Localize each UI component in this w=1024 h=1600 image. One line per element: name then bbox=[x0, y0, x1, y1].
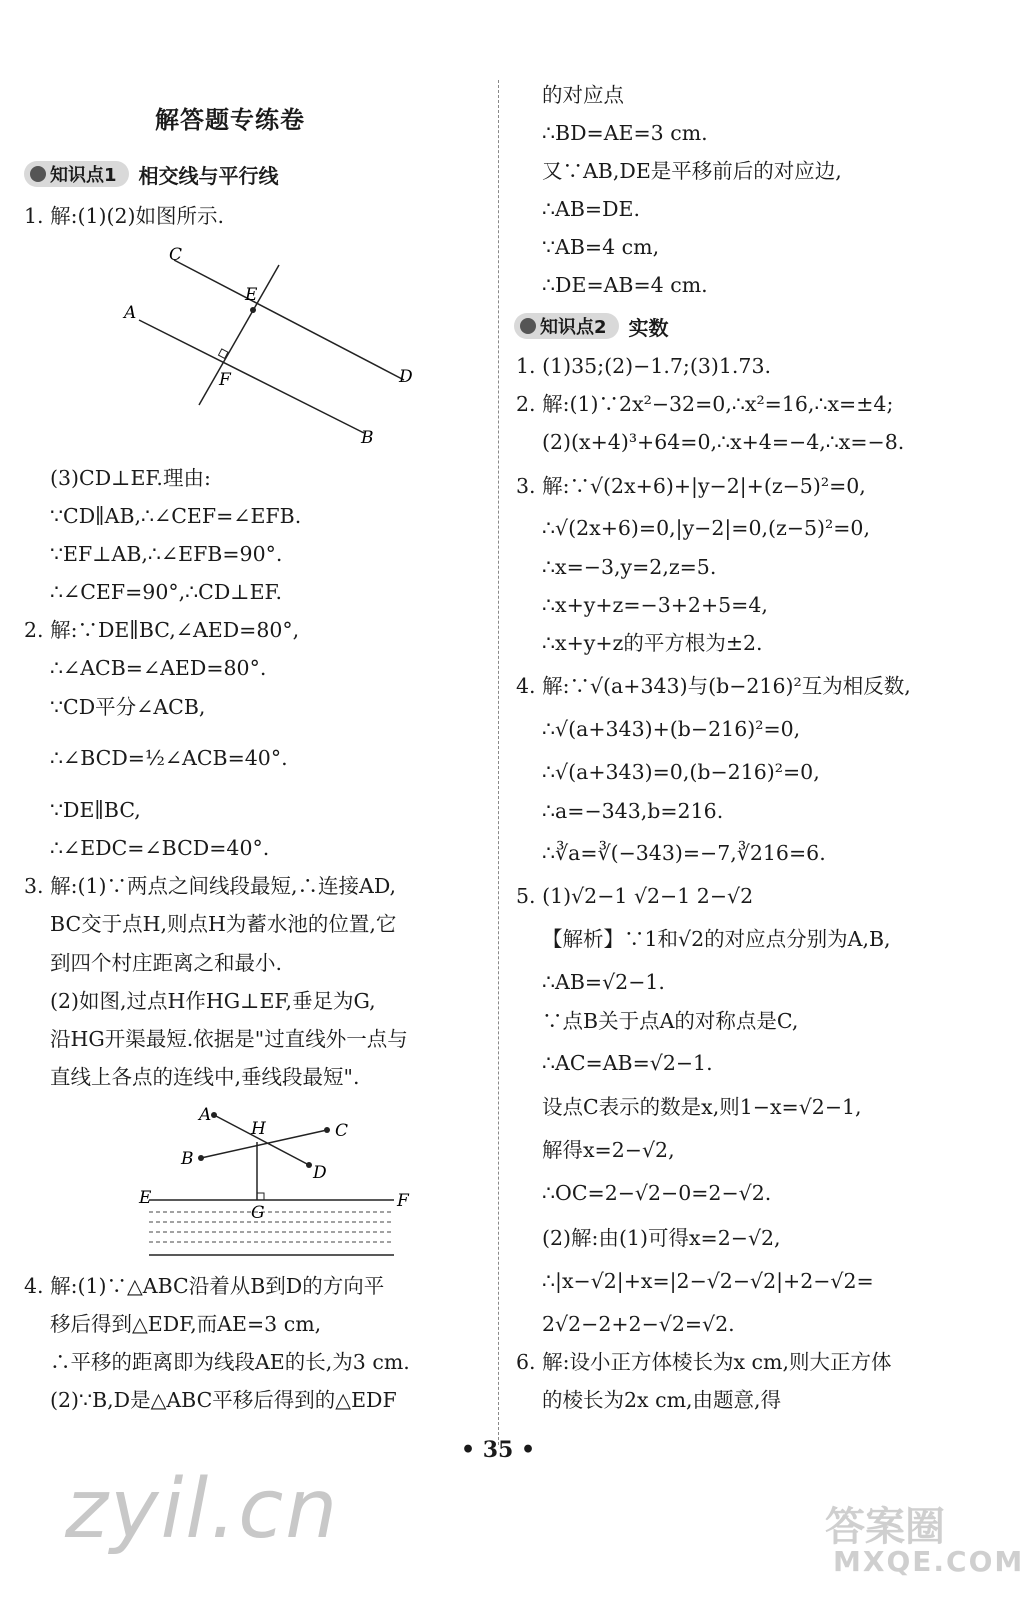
label-a: A bbox=[124, 303, 137, 323]
text-line: ∴OC=2−√2−0=2−√2. bbox=[542, 1181, 772, 1205]
text-line: 设点C表示的数是x,则1−x=√2−1, bbox=[542, 1095, 862, 1119]
point-d bbox=[306, 1162, 312, 1168]
text-line: 6. 解:设小正方体棱长为x cm,则大正方体 bbox=[516, 1350, 892, 1374]
label-h: H bbox=[251, 1119, 266, 1139]
text-line: ∵EF⊥AB,∴∠EFB=90°. bbox=[50, 542, 283, 566]
figure-parallel-lines bbox=[119, 240, 419, 450]
text-line: 1. (1)35;(2)−1.7;(3)1.73. bbox=[516, 354, 772, 378]
text-line: ∴AB=DE. bbox=[542, 197, 641, 221]
text-line: ∴∠BCD=½∠ACB=40°. bbox=[50, 746, 288, 770]
watermark-logo: 答案圈 bbox=[825, 1504, 945, 1550]
label-e: E bbox=[245, 285, 258, 305]
point-b bbox=[198, 1155, 204, 1161]
label-b: B bbox=[181, 1149, 194, 1169]
text-line: (2)(x+4)³+64=0,∴x+4=−4,∴x=−8. bbox=[542, 430, 905, 454]
text-line: ∴a=−343,b=216. bbox=[542, 799, 724, 823]
text-line: ∴AC=AB=√2−1. bbox=[542, 1051, 713, 1075]
text-line: ∴BD=AE=3 cm. bbox=[542, 121, 708, 145]
text-line: ∴AB=√2−1. bbox=[542, 970, 665, 994]
watermark-zyil: zyil.cn bbox=[65, 1462, 340, 1557]
text-line: (2)如图,过点H作HG⊥EF,垂足为G, bbox=[50, 989, 376, 1013]
text-line: ∴平移的距离即为线段AE的长,为3 cm. bbox=[50, 1350, 410, 1374]
figure-reservoir bbox=[129, 1100, 409, 1262]
text-line: 2√2−2+2−√2=√2. bbox=[542, 1312, 735, 1336]
text-line: ∵CD平分∠ACB, bbox=[50, 695, 206, 719]
point-e bbox=[250, 307, 256, 313]
text-line: 2. 解:∵DE∥BC,∠AED=80°, bbox=[24, 618, 300, 642]
text-line: ∴DE=AB=4 cm. bbox=[542, 273, 708, 297]
text-line: ∴√(2x+6)=0,|y−2|=0,(z−5)²=0, bbox=[542, 516, 870, 540]
label-f: F bbox=[397, 1191, 409, 1211]
text-line: ∴x+y+z的平方根为±2. bbox=[542, 631, 763, 655]
text-line: (2)∵B,D是△ABC平移后得到的△EDF bbox=[50, 1388, 397, 1412]
label-f: F bbox=[219, 370, 231, 390]
bullet-icon bbox=[520, 318, 536, 334]
text-line: ∴∠CEF=90°,∴CD⊥EF. bbox=[50, 580, 283, 604]
text-line: 直线上各点的连线中,垂线段最短". bbox=[50, 1065, 360, 1089]
text-line: BC交于点H,则点H为蓄水池的位置,它 bbox=[50, 912, 397, 936]
knowledge-point-1-header bbox=[24, 160, 279, 188]
text-line: (3)CD⊥EF.理由: bbox=[50, 466, 211, 490]
text-line: 5. (1)√2−1 √2−1 2−√2 bbox=[516, 884, 754, 908]
bullet-icon bbox=[30, 166, 46, 182]
text-line: ∴∛a=∛(−343)=−7,∛216=6. bbox=[542, 841, 826, 865]
knowledge-point-badge: 知识点2 bbox=[514, 313, 619, 339]
text-line: 3. 解:∵√(2x+6)+|y−2|+(z−5)²=0, bbox=[516, 474, 866, 498]
label-a: A bbox=[199, 1105, 212, 1125]
text-line: 2. 解:(1)∵2x²−32=0,∴x²=16,∴x=±4; bbox=[516, 392, 894, 416]
text-line: ∴√(a+343)+(b−216)²=0, bbox=[542, 717, 801, 741]
text-line: ∴x=−3,y=2,z=5. bbox=[542, 555, 717, 579]
point-a bbox=[211, 1112, 217, 1118]
text-line: 3. 解:(1)∵两点之间线段最短,∴连接AD, bbox=[24, 874, 397, 898]
column-divider bbox=[498, 80, 499, 1445]
knowledge-point-name: 相交线与平行线 bbox=[138, 163, 279, 188]
text-line: 【解析】∵1和√2的对应点分别为A,B, bbox=[542, 927, 891, 951]
text-line: ∴x+y+z=−3+2+5=4, bbox=[542, 593, 768, 617]
text-line: ∴|x−√2|+x=|2−√2−√2|+2−√2= bbox=[542, 1269, 874, 1293]
text-line: 又∵AB,DE是平移前后的对应边, bbox=[542, 159, 842, 183]
text-line: ∵AB=4 cm, bbox=[542, 235, 660, 259]
text-line: ∵点B关于点A的对称点是C, bbox=[542, 1009, 799, 1033]
text-line: ∴∠EDC=∠BCD=40°. bbox=[50, 836, 270, 860]
line-cd bbox=[174, 260, 404, 380]
page-title: 解答题专练卷 bbox=[155, 106, 305, 134]
knowledge-point-badge: 知识点1 bbox=[24, 161, 129, 187]
text-line: 4. 解:∵√(a+343)与(b−216)²互为相反数, bbox=[516, 674, 911, 698]
point-c bbox=[324, 1127, 330, 1133]
text-line: 的对应点 bbox=[542, 83, 624, 107]
text-line: ∴∠ACB=∠AED=80°. bbox=[50, 656, 267, 680]
text-line: ∴√(a+343)=0,(b−216)²=0, bbox=[542, 760, 820, 784]
text-line: ∵CD∥AB,∴∠CEF=∠EFB. bbox=[50, 504, 302, 528]
watermark-site: MXQE.COM bbox=[833, 1545, 1024, 1578]
label-c: C bbox=[169, 245, 183, 265]
knowledge-point-2-header bbox=[514, 312, 669, 340]
text-line: 沿HG开渠最短.依据是"过直线外一点与 bbox=[50, 1027, 408, 1051]
page-number: • 35 • bbox=[460, 1437, 536, 1463]
text-line: 1. 解:(1)(2)如图所示. bbox=[24, 204, 225, 228]
text-line: 的棱长为2x cm,由题意,得 bbox=[542, 1388, 782, 1412]
text-line: 4. 解:(1)∵△ABC沿着从B到D的方向平 bbox=[24, 1274, 385, 1298]
text-line: 解得x=2−√2, bbox=[542, 1138, 675, 1162]
knowledge-point-name: 实数 bbox=[628, 315, 669, 340]
label-c: C bbox=[335, 1121, 349, 1141]
text-line: 移后得到△EDF,而AE=3 cm, bbox=[50, 1312, 322, 1336]
label-b: B bbox=[361, 428, 374, 448]
text-line: (2)解:由(1)可得x=2−√2, bbox=[542, 1226, 781, 1250]
label-g: G bbox=[251, 1203, 265, 1223]
text-line: ∵DE∥BC, bbox=[50, 798, 141, 822]
right-angle-mark bbox=[257, 1193, 264, 1200]
label-e: E bbox=[139, 1188, 152, 1208]
label-d: D bbox=[313, 1163, 327, 1183]
text-line: 到四个村庄距离之和最小. bbox=[50, 951, 283, 975]
line-ab bbox=[139, 320, 364, 433]
label-d: D bbox=[399, 367, 413, 387]
